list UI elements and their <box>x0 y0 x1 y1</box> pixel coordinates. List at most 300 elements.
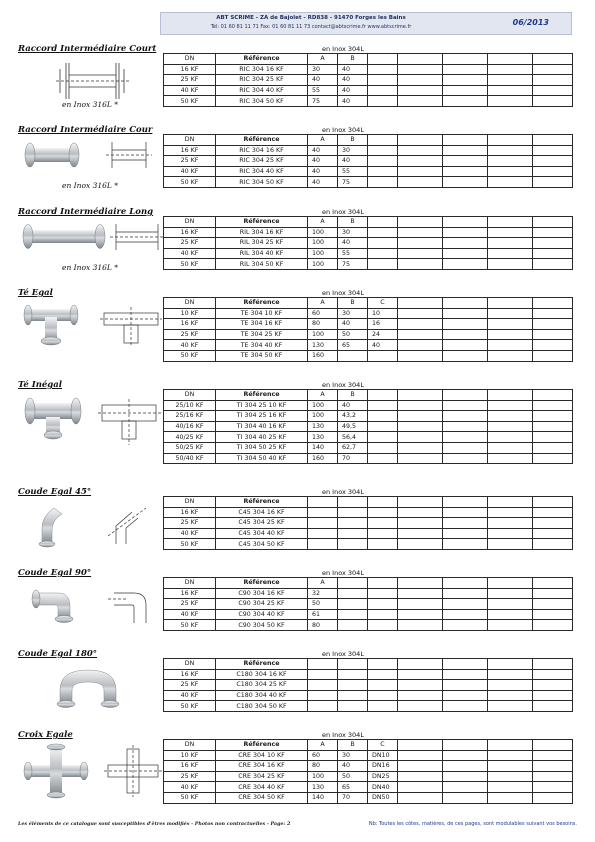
column-header: DN <box>164 390 216 401</box>
table-cell <box>368 680 398 691</box>
table-cell: 40 <box>308 156 338 167</box>
section-title: Coude Egal 45° <box>18 487 92 497</box>
table-cell <box>533 411 573 422</box>
table-cell <box>488 248 533 259</box>
table-cell: 40 <box>338 64 368 75</box>
table-row <box>164 539 573 550</box>
column-header: B <box>338 740 368 751</box>
material-label: en Inox 304L <box>322 208 364 216</box>
table-cell <box>488 64 533 75</box>
table-cell <box>368 609 398 620</box>
table-cell <box>533 156 573 167</box>
column-header <box>398 659 443 670</box>
table-cell <box>398 421 443 432</box>
table-cell <box>398 64 443 75</box>
table-cell: 130 <box>308 782 338 793</box>
table-cell <box>533 166 573 177</box>
table-cell: 10 <box>368 308 398 319</box>
column-header: Référence <box>216 740 308 751</box>
table-cell <box>398 329 443 340</box>
table-cell: 50 KF <box>164 792 216 803</box>
column-header <box>398 217 443 228</box>
table-cell: TE 304 25 KF <box>216 329 308 340</box>
column-header <box>338 578 368 589</box>
table-header-row <box>164 497 573 508</box>
product-illustration <box>16 136 156 180</box>
table-cell: 16 KF <box>164 588 216 599</box>
table-cell <box>398 620 443 631</box>
table-cell <box>443 518 488 529</box>
table-cell <box>398 156 443 167</box>
table-cell: 49,5 <box>338 421 368 432</box>
product-illustration <box>16 579 166 633</box>
table-cell: 40 <box>308 145 338 156</box>
table-cell <box>533 340 573 351</box>
table-cell <box>398 453 443 464</box>
table-cell: RIC 304 40 KF <box>216 85 308 96</box>
table-cell <box>533 259 573 270</box>
material-label: en Inox 304L <box>322 731 364 739</box>
column-header <box>533 578 573 589</box>
table-cell: 40 <box>308 166 338 177</box>
table-cell: TE 304 40 KF <box>216 340 308 351</box>
column-header <box>533 298 573 309</box>
table-row <box>164 792 573 803</box>
inox-316-note: en Inox 316L * <box>62 181 119 190</box>
table-row <box>164 411 573 422</box>
section-title: Té Egal <box>18 288 53 298</box>
table-row <box>164 599 573 610</box>
table-cell: 25/10 KF <box>164 400 216 411</box>
table-cell: 50 <box>308 599 338 610</box>
table-cell: 50/40 KF <box>164 453 216 464</box>
table-cell <box>338 609 368 620</box>
column-header <box>368 497 398 508</box>
table-cell: 40 <box>338 238 368 249</box>
page-header <box>160 12 572 35</box>
material-label: en Inox 304L <box>322 126 364 134</box>
table-cell: RIC 304 16 KF <box>216 145 308 156</box>
table-cell: 43,2 <box>338 411 368 422</box>
column-header: B <box>338 54 368 65</box>
table-cell <box>368 177 398 188</box>
table-cell <box>308 528 338 539</box>
table-cell: TI 304 50 25 KF <box>216 442 308 453</box>
table-cell <box>533 669 573 680</box>
table-cell <box>533 680 573 691</box>
material-label: en Inox 304L <box>322 488 364 496</box>
table-cell <box>368 453 398 464</box>
table-cell <box>488 620 533 631</box>
table-cell <box>443 680 488 691</box>
table-cell <box>488 453 533 464</box>
table-cell: C45 304 25 KF <box>216 518 308 529</box>
table-cell: 40 KF <box>164 85 216 96</box>
column-header <box>398 390 443 401</box>
table-cell <box>443 690 488 701</box>
table-cell: 55 <box>308 85 338 96</box>
table-cell <box>308 539 338 550</box>
table-cell <box>488 238 533 249</box>
column-header: A <box>308 740 338 751</box>
table-cell: 130 <box>308 432 338 443</box>
table-cell: CRE 304 40 KF <box>216 782 308 793</box>
table-cell: 75 <box>308 96 338 107</box>
table-cell: 25 KF <box>164 75 216 86</box>
table-cell: TI 304 50 40 KF <box>216 453 308 464</box>
table-cell: RIL 304 50 KF <box>216 259 308 270</box>
table-row <box>164 669 573 680</box>
table-cell <box>533 442 573 453</box>
table-cell <box>308 669 338 680</box>
table-cell <box>398 340 443 351</box>
column-header: A <box>308 217 338 228</box>
table-cell: 100 <box>308 227 338 238</box>
table-row <box>164 620 573 631</box>
table-cell: 40/25 KF <box>164 432 216 443</box>
table-cell: 10 KF <box>164 308 216 319</box>
column-header <box>533 217 573 228</box>
table-cell <box>398 177 443 188</box>
table-cell <box>398 308 443 319</box>
table-cell <box>398 85 443 96</box>
table-cell <box>368 64 398 75</box>
table-cell <box>398 507 443 518</box>
table-cell: 55 <box>338 248 368 259</box>
column-header <box>338 497 368 508</box>
spec-table <box>163 577 573 631</box>
column-header <box>398 740 443 751</box>
column-header <box>533 659 573 670</box>
spec-table <box>163 389 573 464</box>
table-cell <box>398 227 443 238</box>
table-cell <box>443 400 488 411</box>
table-cell <box>533 761 573 772</box>
table-cell: 16 KF <box>164 669 216 680</box>
table-cell <box>533 588 573 599</box>
column-header <box>488 217 533 228</box>
table-cell: 40 <box>338 96 368 107</box>
table-cell <box>398 588 443 599</box>
table-cell <box>533 620 573 631</box>
table-cell <box>443 669 488 680</box>
table-cell <box>368 669 398 680</box>
column-header <box>533 497 573 508</box>
material-label: en Inox 304L <box>322 45 364 53</box>
table-cell <box>488 432 533 443</box>
table-cell <box>533 400 573 411</box>
column-header: A <box>308 298 338 309</box>
table-cell <box>443 166 488 177</box>
table-cell: 16 KF <box>164 319 216 330</box>
material-label: en Inox 304L <box>322 381 364 389</box>
table-cell <box>488 442 533 453</box>
table-cell <box>308 518 338 529</box>
table-cell <box>533 248 573 259</box>
table-cell: 50 <box>338 329 368 340</box>
table-cell <box>368 400 398 411</box>
table-cell <box>533 432 573 443</box>
table-row <box>164 782 573 793</box>
table-cell: CRE 304 16 KF <box>216 761 308 772</box>
table-cell <box>338 507 368 518</box>
table-cell: TI 304 40 16 KF <box>216 421 308 432</box>
table-cell <box>398 771 443 782</box>
table-cell <box>443 340 488 351</box>
table-cell <box>443 528 488 539</box>
column-header <box>368 390 398 401</box>
table-cell <box>488 308 533 319</box>
table-row <box>164 761 573 772</box>
table-row <box>164 319 573 330</box>
table-cell <box>533 329 573 340</box>
table-cell <box>488 319 533 330</box>
table-cell: C45 304 16 KF <box>216 507 308 518</box>
spec-table <box>163 53 573 107</box>
table-cell <box>398 750 443 761</box>
section-title: Coude Egal 180° <box>18 649 98 659</box>
table-cell <box>488 750 533 761</box>
table-cell: 16 KF <box>164 507 216 518</box>
table-cell <box>443 432 488 443</box>
table-cell <box>398 680 443 691</box>
table-cell: 61 <box>308 609 338 620</box>
material-label: en Inox 304L <box>322 289 364 297</box>
table-cell <box>488 96 533 107</box>
table-cell: 40 KF <box>164 166 216 177</box>
table-header-row <box>164 659 573 670</box>
table-cell <box>398 350 443 361</box>
table-cell: 55 <box>338 166 368 177</box>
table-cell <box>443 599 488 610</box>
table-cell <box>488 227 533 238</box>
column-header <box>398 298 443 309</box>
column-header <box>338 659 368 670</box>
table-cell <box>398 701 443 712</box>
table-cell <box>398 75 443 86</box>
table-cell <box>533 792 573 803</box>
spec-table <box>163 496 573 550</box>
table-cell: C90 304 50 KF <box>216 620 308 631</box>
table-cell: 40 KF <box>164 248 216 259</box>
table-cell <box>398 259 443 270</box>
table-cell: 16 KF <box>164 761 216 772</box>
table-cell <box>533 238 573 249</box>
column-header: C <box>368 298 398 309</box>
table-cell: 50 KF <box>164 259 216 270</box>
table-cell: 25 KF <box>164 599 216 610</box>
table-cell <box>533 690 573 701</box>
column-header <box>398 497 443 508</box>
column-header <box>443 298 488 309</box>
column-header: B <box>338 217 368 228</box>
table-cell: CRE 304 10 KF <box>216 750 308 761</box>
table-cell: 80 <box>308 761 338 772</box>
table-cell: 65 <box>338 340 368 351</box>
table-row <box>164 518 573 529</box>
column-header <box>368 135 398 146</box>
table-row <box>164 248 573 259</box>
column-header: DN <box>164 578 216 589</box>
table-header-row <box>164 135 573 146</box>
table-cell: 50 KF <box>164 177 216 188</box>
table-cell <box>488 177 533 188</box>
table-cell: 40 <box>308 75 338 86</box>
table-row <box>164 453 573 464</box>
table-cell: 40 <box>308 177 338 188</box>
table-cell <box>443 248 488 259</box>
table-cell: 40 <box>338 75 368 86</box>
column-header: DN <box>164 135 216 146</box>
column-header <box>443 135 488 146</box>
table-cell: 50 KF <box>164 620 216 631</box>
table-cell <box>533 85 573 96</box>
table-cell: DN40 <box>368 782 398 793</box>
table-cell <box>533 64 573 75</box>
table-cell <box>443 588 488 599</box>
column-header <box>368 54 398 65</box>
table-cell: RIL 304 25 KF <box>216 238 308 249</box>
table-cell <box>533 177 573 188</box>
table-cell: TE 304 16 KF <box>216 319 308 330</box>
table-cell <box>368 411 398 422</box>
table-cell <box>398 238 443 249</box>
table-cell: 40/16 KF <box>164 421 216 432</box>
table-header-row <box>164 390 573 401</box>
table-cell: 50 KF <box>164 96 216 107</box>
table-cell <box>398 539 443 550</box>
column-header: DN <box>164 54 216 65</box>
column-header <box>488 298 533 309</box>
table-cell <box>368 145 398 156</box>
column-header: Référence <box>216 578 308 589</box>
table-cell: 40 KF <box>164 690 216 701</box>
table-cell <box>443 411 488 422</box>
table-cell: 60 <box>308 308 338 319</box>
table-cell: 25/16 KF <box>164 411 216 422</box>
table-cell <box>398 792 443 803</box>
section-title: Raccord Intermédiaire Cour <box>18 125 153 135</box>
table-row <box>164 442 573 453</box>
table-cell <box>338 518 368 529</box>
table-cell <box>398 528 443 539</box>
table-cell <box>488 507 533 518</box>
table-cell: 75 <box>338 259 368 270</box>
table-cell <box>488 771 533 782</box>
table-cell <box>488 340 533 351</box>
table-cell <box>308 680 338 691</box>
table-cell: 25 KF <box>164 238 216 249</box>
table-cell <box>368 421 398 432</box>
table-cell <box>488 669 533 680</box>
table-cell <box>308 690 338 701</box>
company-contact: Tél: 01 60 81 11 71 Fax: 01 60 81 11 73 contact@abtscrime.fr www.abtscrime.fr <box>210 24 412 30</box>
footer-note: Nb: Toutes les côtes, matières, de ces pages, sont modulables suivant vos besoins. <box>368 821 577 827</box>
table-cell <box>533 750 573 761</box>
table-row <box>164 227 573 238</box>
section-title: Coude Egal 90° <box>18 568 92 578</box>
table-cell: CRE 304 50 KF <box>216 792 308 803</box>
table-cell <box>443 792 488 803</box>
table-cell <box>398 96 443 107</box>
table-cell <box>533 771 573 782</box>
table-cell <box>398 442 443 453</box>
table-cell: 62,7 <box>338 442 368 453</box>
table-cell <box>443 85 488 96</box>
table-cell: RIC 304 16 KF <box>216 64 308 75</box>
column-header <box>443 390 488 401</box>
table-header-row <box>164 298 573 309</box>
table-row <box>164 340 573 351</box>
table-cell: RIC 304 50 KF <box>216 177 308 188</box>
table-cell: 40 <box>338 156 368 167</box>
table-cell <box>488 421 533 432</box>
table-cell <box>338 539 368 550</box>
table-cell: 32 <box>308 588 338 599</box>
table-cell: 100 <box>308 771 338 782</box>
table-cell: C45 304 50 KF <box>216 539 308 550</box>
table-cell: C180 304 50 KF <box>216 701 308 712</box>
table-cell: DN25 <box>368 771 398 782</box>
table-cell: 50 KF <box>164 350 216 361</box>
table-cell <box>533 96 573 107</box>
table-cell <box>488 761 533 772</box>
table-cell: 25 KF <box>164 329 216 340</box>
table-cell: 40 <box>338 319 368 330</box>
table-cell <box>398 690 443 701</box>
table-cell <box>368 156 398 167</box>
table-cell <box>398 432 443 443</box>
table-cell <box>488 539 533 550</box>
table-cell: 80 <box>308 620 338 631</box>
table-cell: DN50 <box>368 792 398 803</box>
table-cell <box>533 518 573 529</box>
table-cell: 10 KF <box>164 750 216 761</box>
table-cell: C180 304 25 KF <box>216 680 308 691</box>
column-header: Référence <box>216 217 308 228</box>
table-cell <box>308 507 338 518</box>
table-cell: C90 304 25 KF <box>216 599 308 610</box>
table-cell <box>398 782 443 793</box>
column-header: A <box>308 390 338 401</box>
column-header <box>488 135 533 146</box>
table-row <box>164 96 573 107</box>
column-header: B <box>338 298 368 309</box>
table-cell: 65 <box>338 782 368 793</box>
table-cell: 30 <box>338 308 368 319</box>
inox-316-note: en Inox 316L * <box>62 100 119 109</box>
table-cell <box>368 227 398 238</box>
table-cell <box>488 400 533 411</box>
table-cell <box>338 701 368 712</box>
table-cell: DN10 <box>368 750 398 761</box>
table-row <box>164 350 573 361</box>
table-cell: 25 KF <box>164 156 216 167</box>
table-cell <box>488 599 533 610</box>
table-cell: 30 <box>338 145 368 156</box>
spec-table <box>163 658 573 712</box>
table-cell <box>338 588 368 599</box>
column-header <box>533 390 573 401</box>
column-header <box>488 578 533 589</box>
table-cell <box>368 350 398 361</box>
product-illustration <box>16 741 166 805</box>
table-cell <box>488 782 533 793</box>
column-header <box>398 578 443 589</box>
table-cell: 60 <box>308 750 338 761</box>
table-cell: 100 <box>308 238 338 249</box>
table-row <box>164 680 573 691</box>
